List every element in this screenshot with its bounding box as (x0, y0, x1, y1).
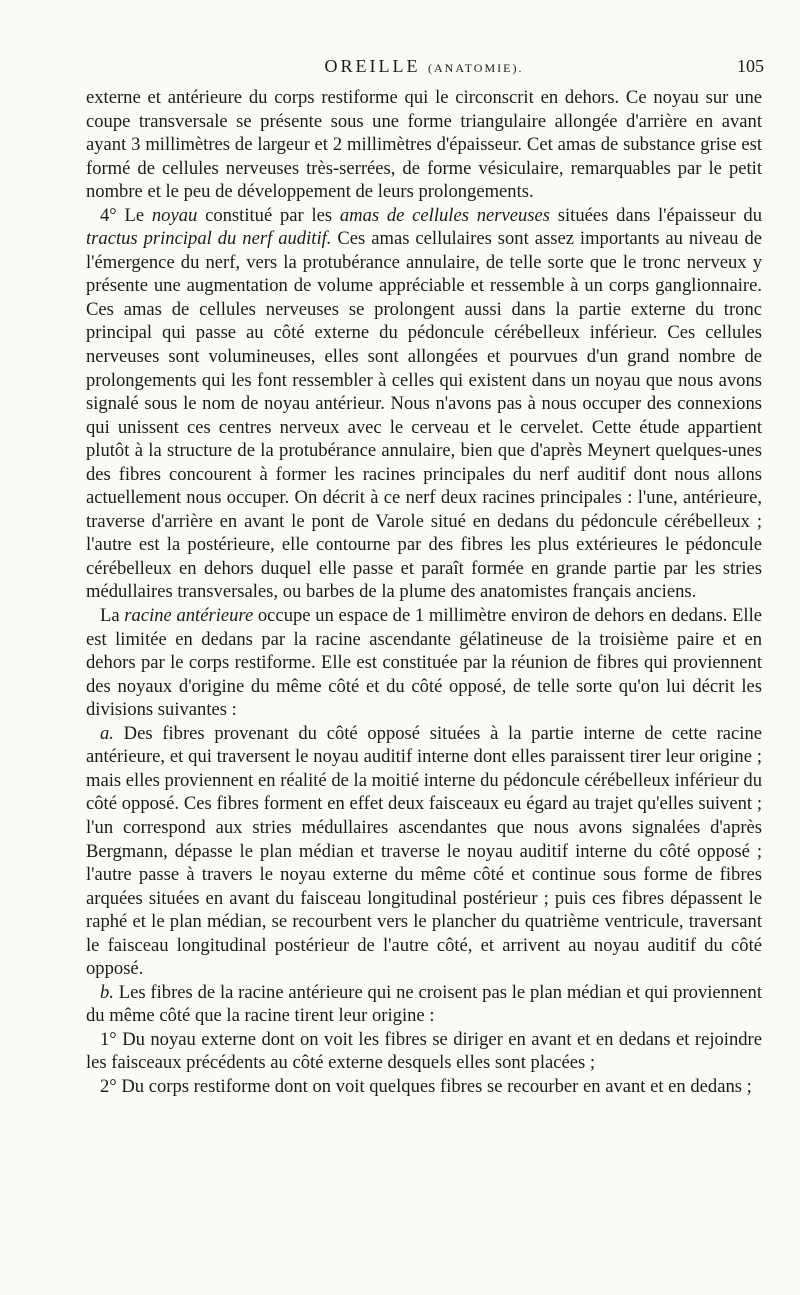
text-run: 4° Le (100, 204, 152, 226)
paragraph-p6 (86, 1028, 762, 1075)
text-run: Des fibres provenant du côté opposé situées à la partie interne de cette racine antérieure, et qui traversent le noyau auditif interne dont elles paraissent tirer leur origine ; mais elles proviennent en réalité de la moitié interne du pédoncule cérébelleux inférieur du côté opposé. Ces fibres forment en effet deux faisceaux eu égard au trajet qu'elles suivent ; l'un correspond aux stries médullaires ascendantes que nous avons signalées d'après Bergmann, dépasse le plan médian et traverse le noyau auditif interne du côté opposé ; l'autre passe à travers le noyau externe du même côté et continue sous forme de fibres arquées situées en avant du faisceau longitudinal postérieur ; puis ces fibres dépassent le raphé et le plan médian, se recourbent vers le plancher du quatrième ventricule, traversant le faisceau longitudinal postérieur de l'autre côté, et arrivent au noyau auditif du côté opposé. (86, 722, 762, 980)
page-number: 105 (737, 56, 764, 76)
paragraph-p7 (86, 1075, 762, 1099)
paragraph-p5 (86, 981, 762, 1028)
italic-text: racine antérieure (124, 605, 254, 627)
italic-text: a. (100, 722, 114, 744)
running-title (86, 56, 762, 77)
text-run: Ces amas cellulaires sont assez importants au niveau de l'émergence du nerf, vers la protubérance annulaire, de telle sorte que le tronc nerveux y présente une augmentation de volume appréciable et ressemble à un corps ganglionnaire. Ces amas de cellules nerveuses se prolongent aussi dans la partie externe du tronc principal qui passe au côté externe du pédoncule cérébelleux inférieur. Ces cellules nerveuses sont volumineuses, elles sont allongées et pourvues d'un grand nombre de prolongements qui les font ressembler à celles qui existent dans un noyau que nous avons signalé sous le nom de noyau antérieur. Nous n'avons pas à nous occuper des connexions qui unissent ces centres nerveux avec le cerveau et le cervelet. Cette étude appartient plutôt à la structure de la protubérance annulaire, bien que d'après Meynert quelques-unes des fibres concourent à former les racines principales du nerf auditif dont nous allons actuellement nous occuper. On décrit à ce nerf deux racines principales : l'une, antérieure, traverse d'arrière en avant le pont de Varole situé en dedans du pédoncule cérébelleux ; l'autre est la postérieure, elle contourne par des fibres les plus extérieures le pédoncule cérébelleux en dehors duquel elle passe et paraît formée en grande partie par les stries médullaires transversales, ou barbes de la plume des anatomistes français anciens. (86, 228, 762, 603)
running-header (86, 56, 762, 86)
book-page (86, 56, 762, 1099)
italic-text: b. (100, 981, 114, 1003)
text-run: Les fibres de la racine antérieure qui ne croisent pas le plan médian et qui proviennent du même côté que la racine tirent leur origine : (86, 981, 762, 1027)
text-run: La (100, 605, 125, 627)
header-subtitle: (ANATOMIE). (428, 61, 524, 75)
header-title: OREILLE (324, 56, 421, 76)
body-text (86, 86, 762, 1099)
text-run: 1° Du noyau externe dont on voit les fibres se diriger en avant et en dedans et rejoindre les faisceaux précédents au côté externe desquels elles sont placées ; (86, 1028, 762, 1074)
paragraph-p4 (86, 722, 762, 981)
italic-text: tractus principal du nerf auditif. (86, 228, 332, 250)
paragraph-p2 (86, 204, 762, 604)
text-run: externe et antérieure du corps restiforme qui le circonscrit en dehors. Ce noyau sur une coupe transversale se présente sous une forme triangulaire allongée d'arrière en avant ayant 3 millimètres de largeur et 2 millimètres d'épaisseur. Cet amas de substance grise est formé de cellules nerveuses très-serrées, de forme vésiculaire, remarquables par le petit nombre et le peu de développement de leurs prolongements. (86, 87, 762, 203)
text-run: 2° Du corps restiforme dont on voit quelques fibres se recourber en avant et en dedans ; (100, 1075, 752, 1097)
text-run: situées dans l'épaisseur du (550, 204, 763, 226)
text-run: occupe un espace de 1 millimètre environ de dehors en dedans. Elle est limitée en dedans par la racine ascendante gélatineuse de la troisième paire et en dehors par le corps restiforme. Elle est constituée par la réunion de fibres qui proviennent des noyaux d'origine du même côté et du côté opposé, de telle sorte qu'on lui décrit les divisions suivantes : (86, 605, 762, 721)
text-run: constitué par les (197, 204, 340, 226)
italic-text: noyau (151, 204, 198, 226)
paragraph-p3 (86, 604, 762, 722)
italic-text: amas de cellules nerveuses (339, 204, 551, 226)
paragraph-p1 (86, 86, 762, 204)
